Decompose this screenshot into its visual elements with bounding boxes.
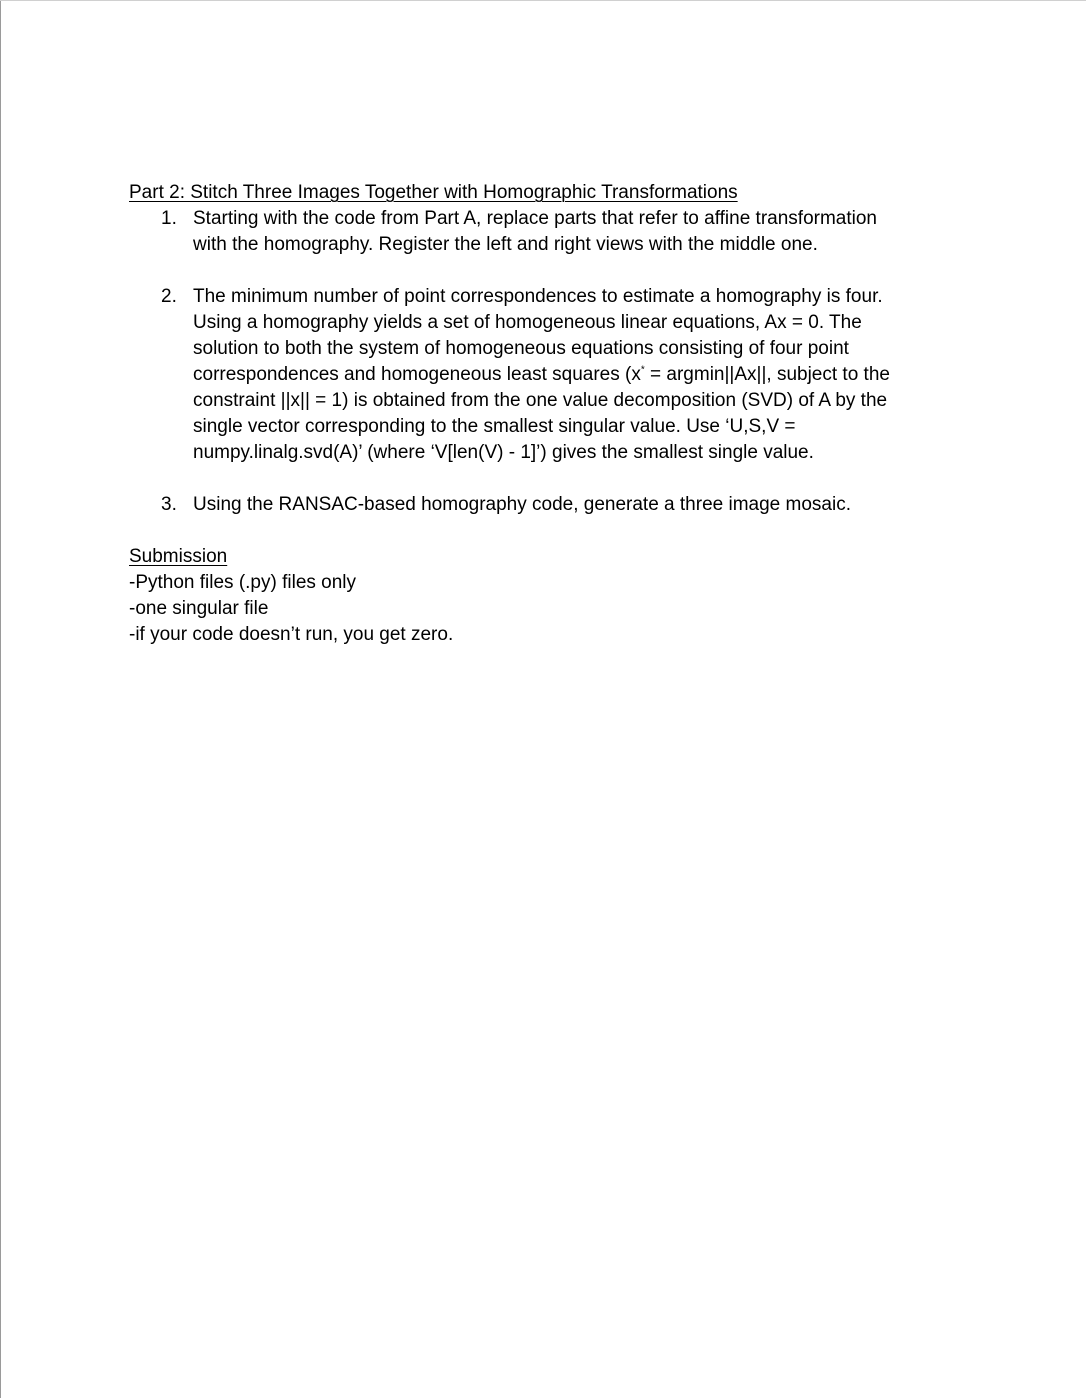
- section-title: Part 2: Stitch Three Images Together with Homographic Transformations: [129, 182, 738, 203]
- list-item-text-line-with-superscript: correspondences and homogeneous least squares (x* = argmin||Ax||, subject to the: [193, 364, 890, 385]
- submission-line: -Python files (.py) files only: [129, 572, 357, 593]
- list-item-text-line: single vector corresponding to the smallest singular value. Use ‘U,S,V =: [193, 416, 796, 437]
- list-item-number: 2.: [161, 286, 177, 307]
- page-edge: [0, 0, 1, 1398]
- list-item-text-line: solution to both the system of homogeneous equations consisting of four point: [193, 338, 849, 359]
- list-item-text-line: with the homography. Register the left and right views with the middle one.: [193, 234, 818, 255]
- list-item-text-line: Using a homography yields a set of homogeneous linear equations, Ax = 0. The: [193, 312, 862, 333]
- list-item-text-line: numpy.linalg.svd(A)’ (where ‘V[len(V) - 1]’) gives the smallest single value.: [193, 442, 814, 463]
- submission-line: -if your code doesn’t run, you get zero.: [129, 624, 454, 645]
- list-item: [129, 492, 959, 518]
- list-item: [129, 206, 959, 258]
- superscript-star: *: [640, 364, 645, 376]
- document-body: [129, 180, 959, 648]
- list-item-number: 1.: [161, 208, 177, 229]
- submission-section: [129, 544, 959, 648]
- submission-line: -one singular file: [129, 598, 269, 619]
- list-item: [129, 284, 959, 466]
- list-item-text-line: The minimum number of point correspondences to estimate a homography is four.: [193, 286, 883, 307]
- list-item-text-line: constraint ||x|| = 1) is obtained from the one value decomposition (SVD) of A by the: [193, 390, 888, 411]
- submission-title: Submission: [129, 546, 228, 567]
- steps-list: [129, 206, 959, 518]
- list-item-text-line: Starting with the code from Part A, replace parts that refer to affine transformation: [193, 208, 877, 229]
- page-edge-top: [0, 0, 1086, 1]
- list-item-number: 3.: [161, 494, 177, 515]
- list-item-text-line: Using the RANSAC-based homography code, generate a three image mosaic.: [193, 494, 851, 515]
